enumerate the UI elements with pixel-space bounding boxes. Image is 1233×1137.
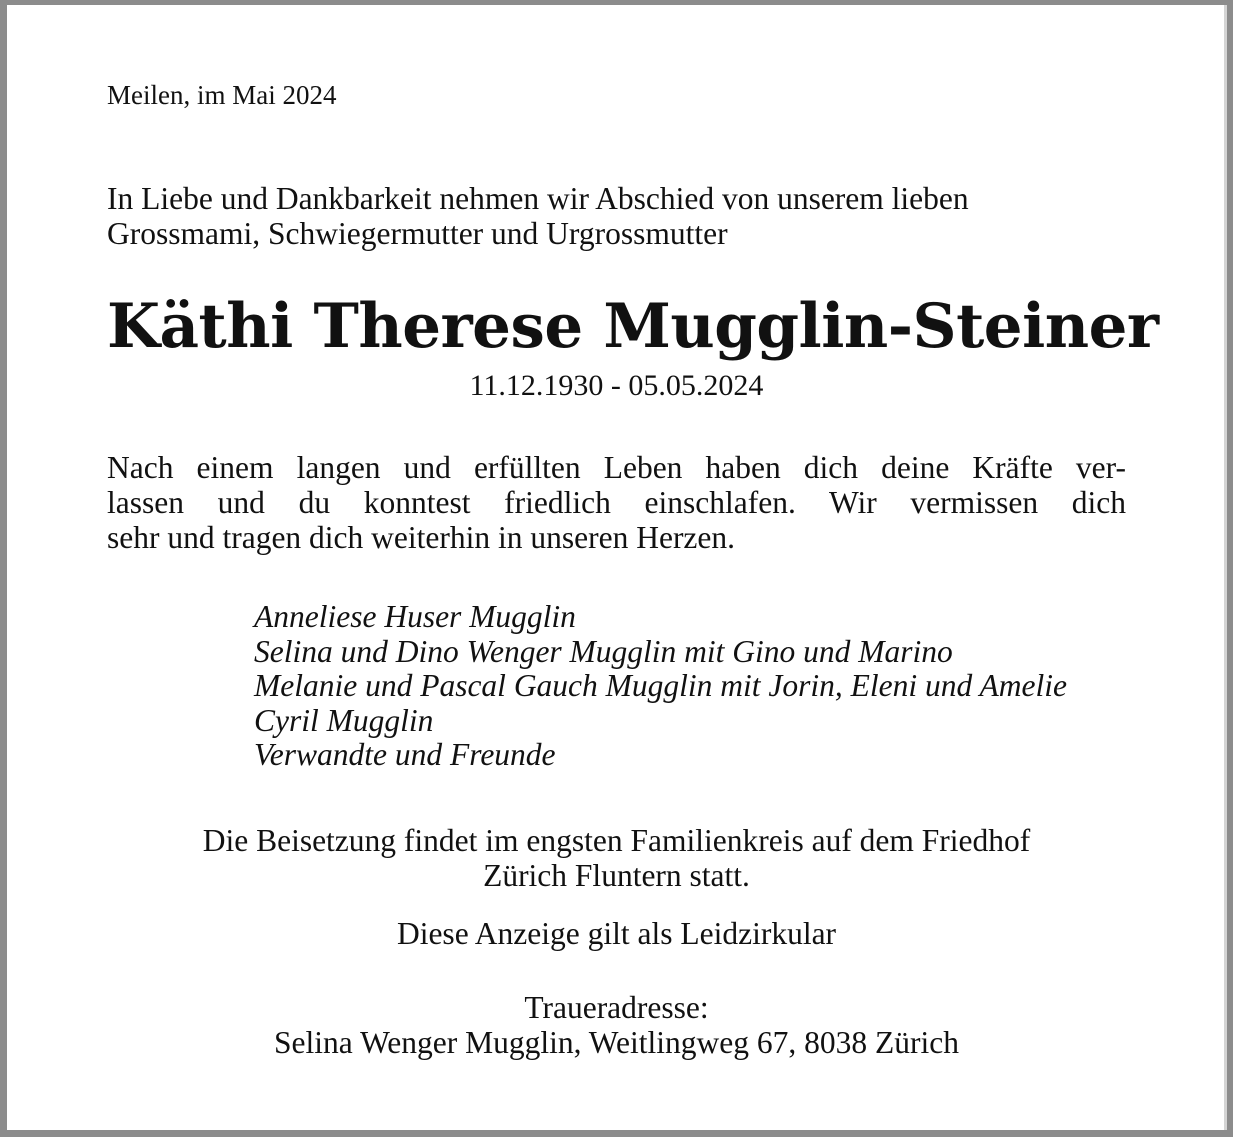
- farewell-text: [107, 450, 1126, 555]
- mourner-entry: Cyril Mugglin: [254, 702, 434, 738]
- mourner-entry: Anneliese Huser Mugglin: [254, 599, 576, 634]
- address-label: Traueradresse:: [524, 990, 709, 1025]
- burial-line: Die Beisetzung findet im engsten Familienkreis auf dem Friedhof: [202, 823, 1031, 858]
- mourner-entry: Selina und Dino Wenger Mugglin mit Gino und Marino: [254, 633, 953, 669]
- intro-line: In Liebe und Dankbarkeit nehmen wir Abschied von unserem lieben: [107, 181, 969, 216]
- frame-shadow: [1224, 5, 1227, 1130]
- farewell-line: Nach einem langen und erfüllten Leben haben dich deine Kräfte ver-: [107, 450, 1126, 485]
- address-text: Selina Wenger Mugglin, Weitlingweg 67, 8038 Zürich: [274, 1025, 959, 1060]
- farewell-line: lassen und du konntest friedlich einschlafen. Wir vermissen dich: [107, 485, 1126, 520]
- farewell-line: sehr und tragen dich weiterhin in unseren Herzen.: [107, 520, 736, 555]
- circular-note-text: Diese Anzeige gilt als Leidzirkular: [396, 916, 837, 951]
- mourning-address: [107, 990, 1126, 1060]
- intro-text: [107, 181, 1126, 251]
- intro-line: Grossmami, Schwiegermutter und Urgrossmutter: [107, 216, 728, 251]
- place-date: Meilen, im Mai 2024: [107, 80, 337, 110]
- burial-line: Zürich Fluntern statt.: [483, 858, 750, 893]
- mourners-list: [254, 600, 1067, 773]
- life-dates: 11.12.1930 - 05.05.2024: [469, 369, 764, 402]
- mourner-entry: Melanie und Pascal Gauch Mugglin mit Jorin, Eleni und Amelie: [254, 668, 1068, 703]
- mourner-entry: Verwandte und Freunde: [254, 737, 556, 772]
- burial-info: [107, 823, 1126, 893]
- deceased-name: Käthi Therese Mugglin-Steiner: [107, 291, 1159, 362]
- circular-note: [107, 916, 1126, 951]
